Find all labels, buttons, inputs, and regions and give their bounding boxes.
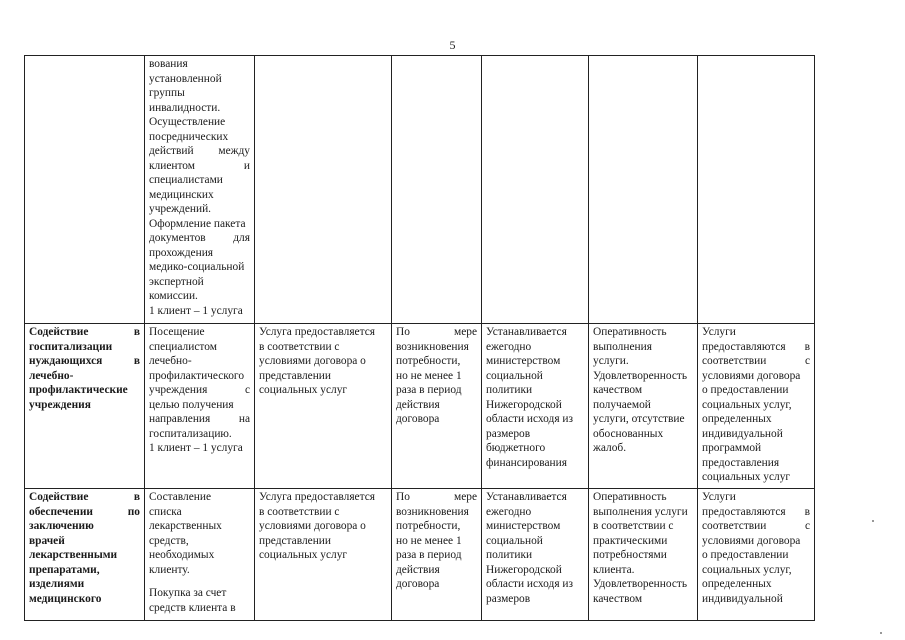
cell-line: 1 клиент – 1 услуга xyxy=(149,304,243,317)
scan-speck xyxy=(880,632,882,634)
cell-line: потребностями xyxy=(593,549,667,561)
cell-line: договора xyxy=(396,413,440,425)
cell-line: лекарственных xyxy=(149,520,222,532)
cell-line: условиями договора о xyxy=(259,355,366,367)
cell-line: лекарственными xyxy=(29,549,118,561)
cell-line: социальной xyxy=(486,534,543,547)
cell-line: программой xyxy=(702,442,762,454)
cell-service-cost xyxy=(482,56,589,324)
cell-line: области исходя из xyxy=(486,578,574,590)
cell-line: социальных услуг xyxy=(702,471,791,483)
cell-line: политики xyxy=(486,384,533,396)
cell-line: обеспечении по xyxy=(29,505,140,518)
cell-line: потребности, xyxy=(396,520,461,532)
cell-service-frequency xyxy=(392,56,482,324)
cell-line: экспертной xyxy=(149,275,204,288)
cell-line: обоснованных xyxy=(593,427,664,440)
cell-line xyxy=(149,577,250,586)
cell-line: посреднических xyxy=(149,130,229,143)
cell-line: Услуга предоставляется xyxy=(259,491,376,503)
cell-line: Услуга предоставляется xyxy=(259,326,376,338)
cell-service-content xyxy=(145,489,255,621)
cell-line: Оперативность xyxy=(593,326,667,338)
cell-line: области исходя из xyxy=(486,413,574,425)
scan-speck xyxy=(872,520,874,522)
cell-service-quality xyxy=(589,56,698,324)
cell-line: возникновения xyxy=(396,505,469,518)
cell-line: условиями договора xyxy=(702,369,801,382)
cell-line: медицинских xyxy=(149,188,214,201)
cell-service-name xyxy=(25,56,145,324)
cell-line: соответствии с xyxy=(702,520,810,532)
cell-line: индивидуальной xyxy=(702,427,783,440)
cell-line: размеров xyxy=(486,427,531,440)
cell-line: Посещение xyxy=(149,326,205,338)
cell-line: Устанавливается xyxy=(486,491,567,503)
cell-line: Содействие в xyxy=(29,326,140,338)
cell-line: специалистами xyxy=(149,174,223,186)
cell-line: прохождения xyxy=(149,246,214,259)
cell-line: Устанавливается xyxy=(486,326,567,338)
cell-service-cost xyxy=(482,324,589,489)
cell-line: о предоставлении xyxy=(702,549,789,561)
cell-line: Осуществление xyxy=(149,116,226,128)
cell-line: социальных услуг, xyxy=(702,563,792,576)
cell-line: направления на xyxy=(149,413,250,425)
cell-line: учреждений. xyxy=(149,203,212,215)
cell-service-terms xyxy=(255,489,392,621)
cell-line: качеством xyxy=(593,592,643,605)
cell-line: министерством xyxy=(486,355,561,367)
cell-line: лечебно- xyxy=(149,355,192,367)
cell-line: услуги. xyxy=(593,355,629,367)
cell-line: потребности, xyxy=(396,355,461,367)
cell-line: представлении xyxy=(259,369,331,382)
cell-line: Покупка за счет xyxy=(149,587,227,599)
cell-service-terms xyxy=(255,56,392,324)
cell-line: министерством xyxy=(486,520,561,532)
cell-line: Содействие в xyxy=(29,491,140,503)
cell-line: Удовлетворенность xyxy=(593,578,688,590)
cell-line: но не менее 1 xyxy=(396,369,462,382)
cell-line: раза в период xyxy=(396,549,462,561)
cell-line: Нижегородской xyxy=(486,563,562,576)
cell-service-cost xyxy=(482,489,589,621)
cell-line: Оформление пакета xyxy=(149,217,246,230)
cell-line: Оперативность xyxy=(593,491,667,503)
cell-line: средств клиента в xyxy=(149,601,236,614)
cell-service-conditions xyxy=(698,489,815,621)
cell-line: препаратами, xyxy=(29,563,100,576)
cell-line: но не менее 1 xyxy=(396,534,462,547)
cell-line: 1 клиент – 1 услуга xyxy=(149,442,243,454)
cell-line: выполнения xyxy=(593,340,652,353)
cell-line: целью получения xyxy=(149,398,234,411)
cell-line: выполнения услуги xyxy=(593,505,688,518)
cell-line: условиями договора о xyxy=(259,520,366,532)
cell-line: предоставления xyxy=(702,456,780,469)
cell-service-content xyxy=(145,324,255,489)
cell-line: учреждения с xyxy=(149,384,250,396)
cell-line: группы xyxy=(149,87,185,99)
cell-service-terms xyxy=(255,324,392,489)
cell-line: госпитализации xyxy=(29,340,113,353)
cell-service-frequency xyxy=(392,324,482,489)
cell-line: профилактического xyxy=(149,369,245,382)
cell-line: социальных услуг xyxy=(259,384,348,396)
cell-line: о предоставлении xyxy=(702,384,789,396)
cell-line: предоставляются в xyxy=(702,340,810,353)
cell-line: финансирования xyxy=(486,456,567,469)
cell-line: условиями договора xyxy=(702,534,801,547)
cell-line: клиентом и xyxy=(149,159,250,172)
cell-line: заключению xyxy=(29,520,94,532)
cell-line: медицинского xyxy=(29,592,102,605)
cell-line: По мере xyxy=(396,491,477,503)
cell-line: Составление xyxy=(149,491,212,503)
table-row xyxy=(25,324,815,489)
cell-line: изделиями xyxy=(29,578,85,590)
cell-line: определенных xyxy=(702,578,772,590)
cell-line: в соответствии с xyxy=(259,505,340,518)
cell-line: Услуги xyxy=(702,326,736,338)
cell-line: вования xyxy=(149,58,188,70)
cell-line: медико-социальной xyxy=(149,261,245,273)
cell-line: договора xyxy=(396,578,440,590)
cell-line: госпитализацию. xyxy=(149,427,232,440)
cell-line: представлении xyxy=(259,534,331,547)
page-number: 5 xyxy=(449,38,456,52)
cell-line: ежегодно xyxy=(486,505,532,518)
cell-line: в соответствии с xyxy=(593,520,674,532)
cell-line: политики xyxy=(486,549,533,561)
cell-line: качеством xyxy=(593,384,643,396)
cell-line: действия xyxy=(396,563,440,576)
cell-line: возникновения xyxy=(396,340,469,353)
cell-line: соответствии с xyxy=(702,355,810,367)
cell-line: средств, xyxy=(149,534,189,547)
table-row xyxy=(25,56,815,324)
cell-service-content xyxy=(145,56,255,324)
cell-line: предоставляются в xyxy=(702,505,810,518)
cell-line: услуги, отсутствие xyxy=(593,413,685,425)
cell-line: необходимых xyxy=(149,549,215,561)
cell-service-conditions xyxy=(698,56,815,324)
cell-line: Услуги xyxy=(702,491,736,503)
cell-service-conditions xyxy=(698,324,815,489)
cell-line: списка xyxy=(149,505,182,518)
cell-line: лечебно- xyxy=(29,369,74,382)
cell-line: социальных услуг xyxy=(259,549,348,561)
cell-line: действий между xyxy=(149,145,250,157)
cell-line: учреждения xyxy=(29,398,91,411)
cell-line: клиента. xyxy=(593,563,635,576)
cell-line: клиенту. xyxy=(149,563,190,576)
cell-line: бюджетного xyxy=(486,442,546,454)
cell-line: Удовлетворенность xyxy=(593,369,688,382)
cell-line: раза в период xyxy=(396,384,462,396)
cell-service-name xyxy=(25,489,145,621)
cell-service-frequency xyxy=(392,489,482,621)
services-table xyxy=(24,55,815,621)
table-row xyxy=(25,489,815,621)
cell-line: комиссии. xyxy=(149,290,198,302)
cell-line: размеров xyxy=(486,592,531,605)
cell-line: установленной xyxy=(149,72,222,85)
cell-service-name xyxy=(25,324,145,489)
cell-line: инвалидности. xyxy=(149,101,221,114)
cell-line: социальных услуг, xyxy=(702,398,792,411)
cell-line: По мере xyxy=(396,326,477,338)
cell-line: жалоб. xyxy=(593,442,627,454)
cell-line: в соответствии с xyxy=(259,340,340,353)
cell-line: врачей xyxy=(29,534,65,547)
cell-line: индивидуальной xyxy=(702,592,783,605)
cell-service-quality xyxy=(589,489,698,621)
cell-line: нуждающихся в xyxy=(29,355,140,367)
cell-line: специалистом xyxy=(149,340,217,353)
cell-line: действия xyxy=(396,398,440,411)
cell-line: практическими xyxy=(593,534,668,547)
cell-line: профилактические xyxy=(29,384,128,396)
cell-line: определенных xyxy=(702,413,772,425)
cell-line: документов для xyxy=(149,232,250,244)
cell-line: социальной xyxy=(486,369,543,382)
cell-line: ежегодно xyxy=(486,340,532,353)
cell-service-quality xyxy=(589,324,698,489)
cell-line: Нижегородской xyxy=(486,398,562,411)
cell-line: получаемой xyxy=(593,398,651,411)
